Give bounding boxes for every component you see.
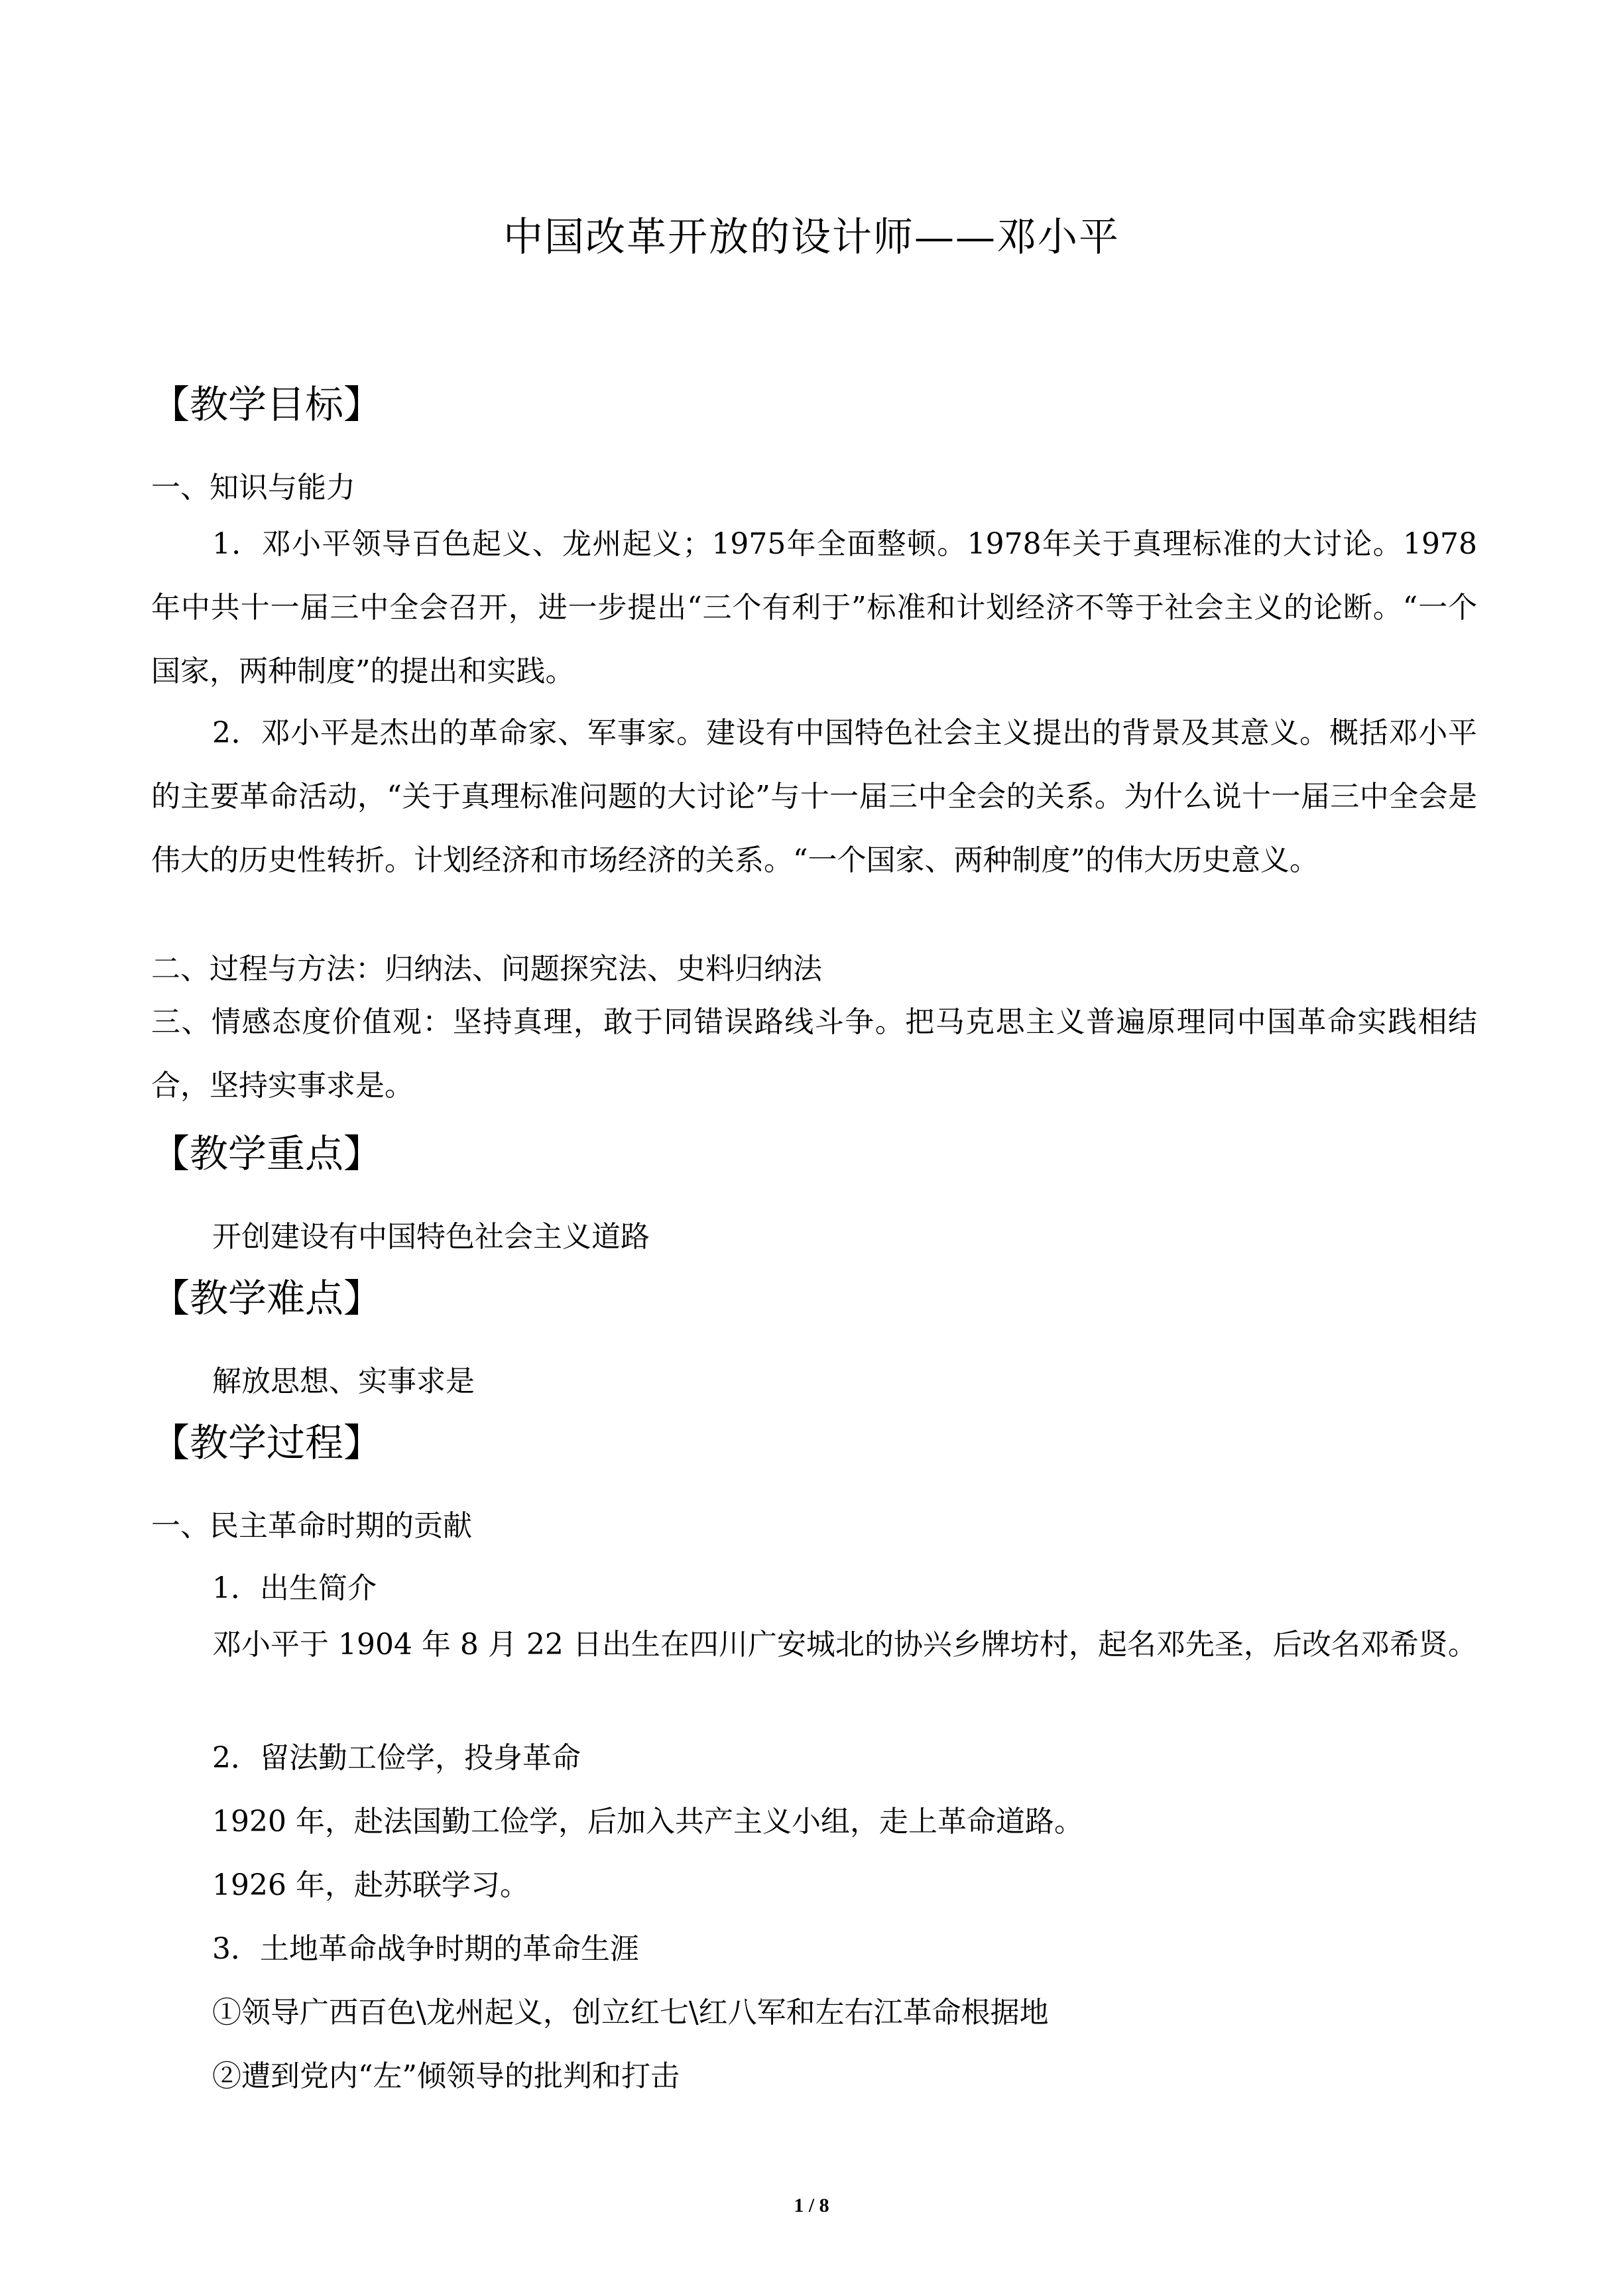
values-paragraph: 三、情感态度价值观：坚持真理，敢于同错误路线斗争。把马克思主义普遍原理同中国革命实践相结合，坚持实事求是。 (151, 1005, 1477, 1103)
item2-line-2: 1926 年，赴苏联学习。 (212, 1868, 529, 1902)
process-method-line: 二、过程与方法：归纳法、问题探究法、史料归纳法 (151, 952, 822, 986)
difficulties-text: 解放思想、实事求是 (212, 1364, 475, 1398)
key-points-text: 开创建设有中国特色社会主义道路 (212, 1220, 650, 1254)
document-title: 中国改革开放的设计师——邓小平 (503, 214, 1120, 261)
item2-line-1: 1920 年，赴法国勤工俭学，后加入共产主义小组，走上革命道路。 (212, 1805, 1083, 1839)
item1-heading: 1．出生简介 (212, 1571, 377, 1605)
part1-heading: 一、民主革命时期的贡献 (151, 1509, 472, 1543)
knowledge-heading: 一、知识与能力 (151, 471, 355, 505)
item3-point-1: ①领导广西百色\龙州起义，创立红七\红八军和左右江革命根据地 (212, 1996, 1049, 2029)
item3-point-2: ②遭到党内“左”倾领导的批判和打击 (212, 2059, 680, 2093)
knowledge-paragraph-2: 2．邓小平是杰出的革命家、军事家。建设有中国特色社会主义提出的背景及其意义。概括邓小平的主要革命活动，“关于真理标准问题的大讨论”与十一届三中全会的关系。为什么说十一届三中全会是伟大的历史性转折。计划经济和市场经济的关系。“一个国家、两种制度”的伟大历史意义。 (151, 716, 1477, 877)
item2-heading: 2．留法勤工俭学，投身革命 (212, 1741, 581, 1775)
page-number: 1 / 8 (794, 2195, 829, 2216)
process-heading: 【教学过程】 (151, 1420, 383, 1465)
objectives-heading: 【教学目标】 (151, 382, 383, 427)
item1-text: 邓小平于 1904 年 8 月 22 日出生在四川广安城北的协兴乡牌坊村，起名邓先圣，后改名邓希贤。 (212, 1628, 1477, 1662)
difficulties-heading: 【教学难点】 (151, 1276, 383, 1321)
item3-heading: 3．土地革命战争时期的革命生涯 (212, 1932, 639, 1966)
knowledge-paragraph-1: 1．邓小平领导百色起义、龙州起义；1975年全面整顿。1978年关于真理标准的大讨论。1978 年中共十一届三中全会召开，进一步提出“三个有利于”标准和计划经济不等于社会主义的论断。“一个国家，两种制度”的提出和实践。 (151, 527, 1477, 688)
key-points-heading: 【教学重点】 (151, 1131, 383, 1176)
